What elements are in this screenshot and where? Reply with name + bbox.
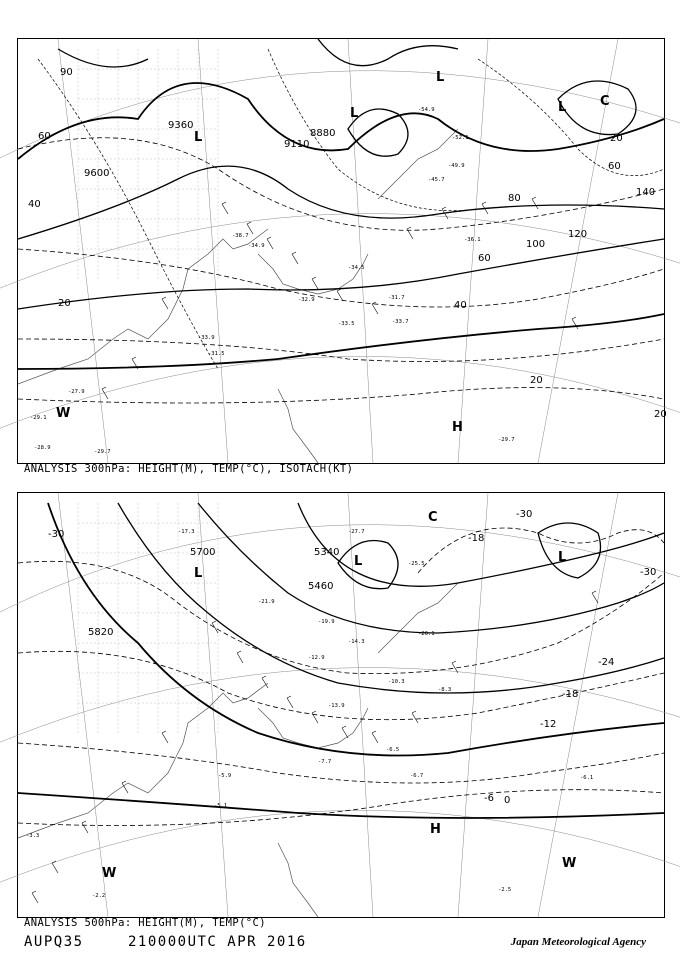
- isotherm-line: [18, 790, 664, 826]
- center-symbol: H: [452, 420, 463, 435]
- valid-time: 210000UTC APR 2016: [128, 934, 307, 950]
- obs-value: -27.7: [348, 529, 365, 535]
- obs-value: -6.7: [410, 773, 424, 779]
- obs-value: -3.3: [26, 833, 40, 839]
- longitude-line: [198, 39, 228, 463]
- obs-value: -10.3: [388, 679, 405, 685]
- low-closed-contour: [538, 523, 601, 578]
- center-symbol: W: [102, 866, 117, 881]
- temp-label: -33.7: [392, 319, 409, 325]
- isotach-label: 80: [508, 193, 521, 204]
- obs-value: -7.7: [318, 759, 332, 765]
- low-closed-contour: [558, 81, 636, 135]
- obs-value: -19.9: [318, 619, 335, 625]
- center-symbol: W: [56, 406, 71, 421]
- coastline-kamchatka: [378, 129, 458, 199]
- height-contour: [18, 239, 664, 309]
- isotach-label: 60: [478, 253, 491, 264]
- isotach-label: 100: [526, 239, 546, 250]
- center-symbol: L: [350, 106, 359, 121]
- map-300hpa: [17, 38, 665, 464]
- height-label: 5700: [190, 547, 216, 558]
- obs-value: -6.5: [386, 747, 400, 753]
- isotherm-line: [38, 59, 218, 369]
- longitude-line: [348, 39, 373, 463]
- isotach-line: [18, 249, 664, 307]
- isotach-label: 20: [654, 409, 667, 420]
- obs-value: -17.3: [178, 529, 195, 535]
- height-label: 9600: [84, 168, 110, 179]
- isotherm-label: -30: [516, 509, 533, 520]
- obs-value: -5.1: [214, 803, 228, 809]
- coastline-philippines: [278, 389, 318, 463]
- height-contours: [18, 503, 664, 818]
- wind-barb: [102, 197, 578, 399]
- grid-lines: [78, 69, 218, 249]
- obs-value: -13.9: [328, 703, 345, 709]
- wind-barbs: [102, 197, 578, 399]
- isotherm-label: -30: [640, 567, 657, 578]
- height-label: 9360: [168, 120, 194, 131]
- height-label: 5340: [314, 547, 340, 558]
- isotach-label: 20: [530, 375, 543, 386]
- obs-value: -2.5: [498, 887, 512, 893]
- center-symbol: L: [558, 100, 567, 115]
- isotherm-label: -6: [484, 793, 494, 804]
- map-300hpa-caption: ANALYSIS 300hPa: HEIGHT(M), TEMP(°C), ISOTACH(KT): [24, 463, 354, 475]
- height-label: 9110: [284, 139, 310, 150]
- isotach-label: 60: [38, 131, 51, 142]
- obs-value: -25.5: [408, 561, 425, 567]
- obs-value: -5.9: [218, 773, 232, 779]
- obs-value: -20.1: [418, 631, 435, 637]
- center-symbol: H: [430, 822, 441, 837]
- temp-label: -29.7: [498, 437, 515, 443]
- longitude-line: [58, 39, 108, 463]
- temp-label: -32.9: [298, 297, 315, 303]
- obs-value: -14.3: [348, 639, 365, 645]
- temp-label: -36.1: [464, 237, 481, 243]
- chart-code: AUPQ35: [24, 934, 84, 950]
- temp-label: -49.9: [448, 163, 465, 169]
- isotach-label: 20: [58, 298, 71, 309]
- agency-name: Japan Meteorological Agency: [510, 936, 646, 948]
- isotherm-label: -18: [468, 533, 485, 544]
- temp-label: -34.5: [348, 265, 365, 271]
- coastline-kamchatka: [378, 583, 458, 653]
- obs-value: -2.2: [92, 893, 106, 899]
- map-500hpa: [17, 492, 665, 918]
- isotherm-line: [18, 651, 664, 719]
- temp-label: -27.9: [68, 389, 85, 395]
- temp-label: -29.1: [30, 415, 47, 421]
- height-contour: [118, 503, 664, 693]
- obs-value: -12.9: [308, 655, 325, 661]
- isotach-label: 120: [568, 229, 588, 240]
- temp-label: -28.9: [34, 445, 51, 451]
- height-contours: [18, 39, 664, 369]
- obs-value: -21.9: [258, 599, 275, 605]
- height-contour: [18, 83, 664, 159]
- isotach-label: 140: [636, 187, 656, 198]
- center-symbol: C: [600, 94, 610, 109]
- isotherms: [18, 528, 664, 826]
- obs-value: -8.3: [438, 687, 452, 693]
- center-symbol: L: [194, 566, 203, 581]
- temp-label: -31.5: [208, 351, 225, 357]
- center-symbol: L: [194, 130, 203, 145]
- map-500hpa-caption: ANALYSIS 500hPa: HEIGHT(M), TEMP(°C): [24, 917, 266, 929]
- coastline-philippines: [278, 843, 318, 917]
- longitude-line: [458, 493, 488, 917]
- latitude-line: [0, 525, 680, 613]
- coastline-asia: [18, 683, 268, 838]
- center-symbol: W: [562, 856, 577, 871]
- isotherm-line: [18, 561, 664, 673]
- obs-value: -6.1: [580, 775, 594, 781]
- longitude-line: [58, 493, 108, 917]
- temp-label: -34.9: [248, 243, 265, 249]
- isotherm-label: -12: [540, 719, 557, 730]
- coastline-asia: [18, 229, 268, 384]
- center-symbol: C: [428, 510, 438, 525]
- height-label: 5820: [88, 627, 114, 638]
- center-symbol: L: [436, 70, 445, 85]
- map-500hpa-canvas: [18, 493, 664, 917]
- center-symbol: L: [558, 550, 567, 565]
- isotach-label: 60: [608, 161, 621, 172]
- low-closed-contour: [338, 541, 398, 589]
- isotherm-label: -18: [562, 689, 579, 700]
- map-300hpa-canvas: [18, 39, 667, 463]
- temp-label: -54.9: [418, 107, 435, 113]
- isotach-label: 20: [610, 133, 623, 144]
- isotherm-label: 0: [504, 795, 511, 806]
- height-contour: [18, 793, 664, 818]
- temp-label: -52.1: [452, 135, 469, 141]
- temp-label: -33.5: [338, 321, 355, 327]
- height-label: 5460: [308, 581, 334, 592]
- isotach-label: 40: [28, 199, 41, 210]
- center-symbol: L: [354, 554, 363, 569]
- longitude-line: [538, 493, 618, 917]
- longitude-line: [458, 39, 488, 463]
- isotherm-label: -30: [48, 529, 65, 540]
- isotach-line: [18, 138, 664, 231]
- isotherm-line: [268, 49, 478, 211]
- height-label: 8880: [310, 128, 336, 139]
- temp-label: -31.7: [388, 295, 405, 301]
- isotach-label: 40: [454, 300, 467, 311]
- temp-label: -33.9: [198, 335, 215, 341]
- isotach-label: 90: [60, 67, 73, 78]
- temp-label: -38.7: [232, 233, 249, 239]
- temp-label: -45.7: [428, 177, 445, 183]
- isotherm-label: -24: [598, 657, 615, 668]
- temp-label: -29.7: [94, 449, 111, 455]
